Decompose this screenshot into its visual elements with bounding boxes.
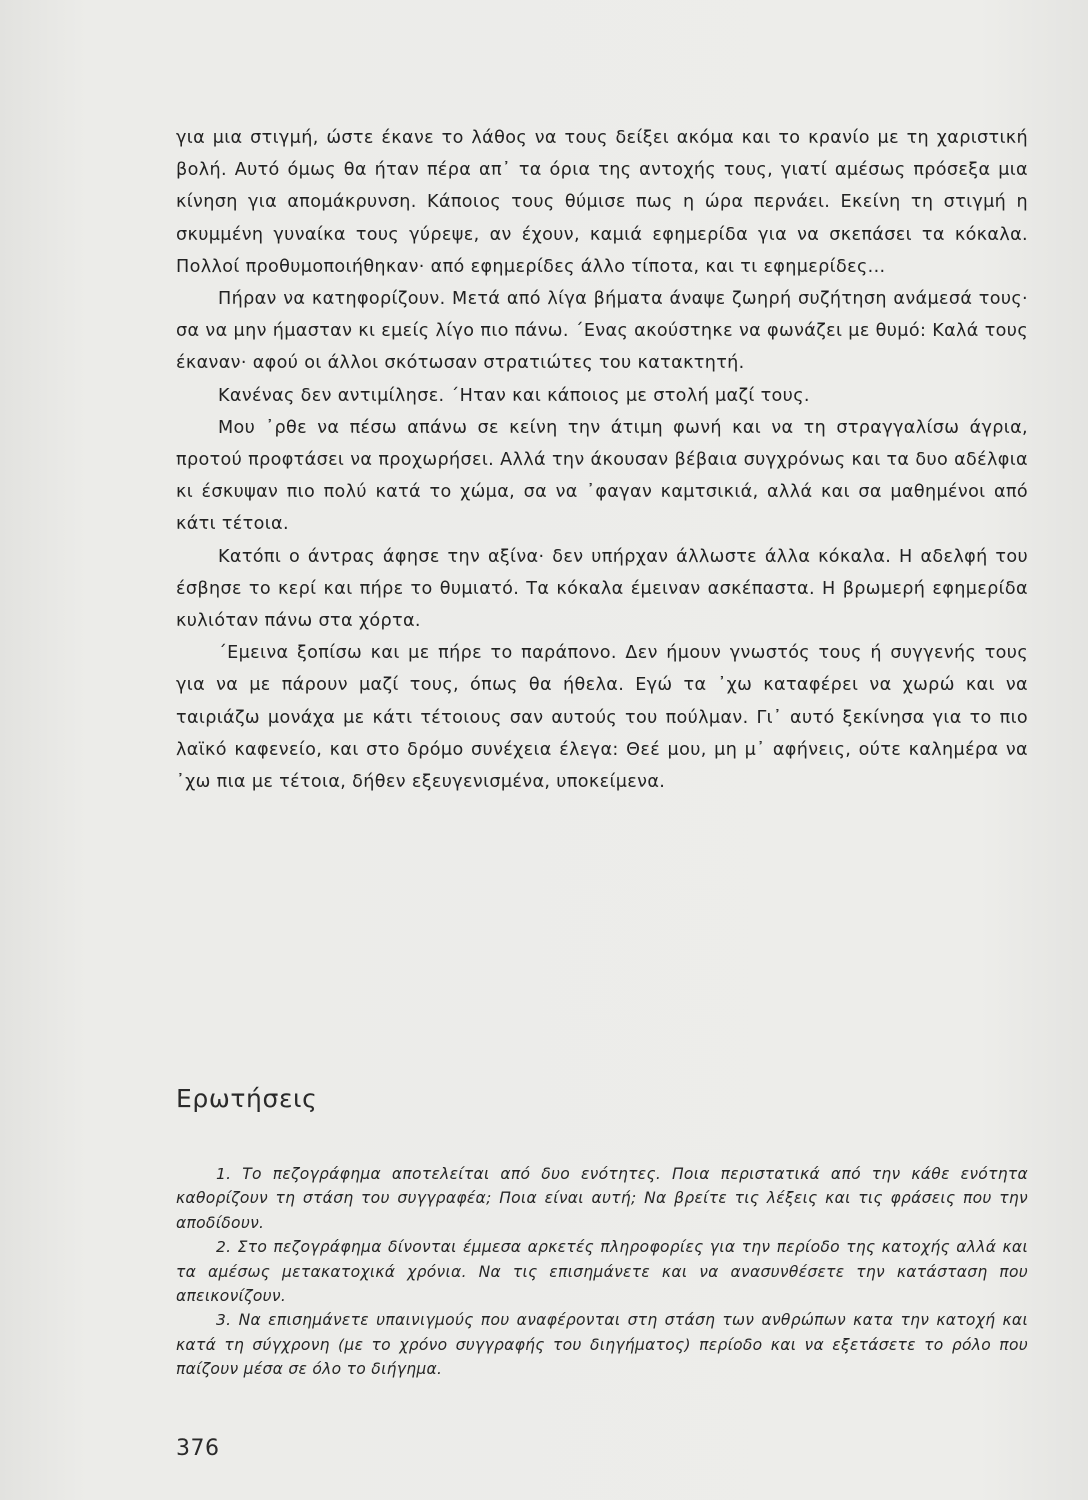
paragraph: Μου ᾿ρθε να πέσω απάνω σε κείνη την άτιμη φωνή και να τη στραγγαλίσω άγρια, προτού προφτάσει να προχωρήσει. Αλλά την άκουσαν βέβαια συγχρόνως και τα δυο αδέλφια κι έσκυψαν πιο πολύ κατά το χώμα, σα να ᾿φαγαν καμτσικιά, αλλά και σα μαθημένοι από κάτι τέτοια. (176, 417, 1028, 535)
paragraph: Κατόπι ο άντρας άφησε την αξίνα· δεν υπήρχαν άλλωστε άλλα κόκαλα. Η αδελφή του έσβησε το κερί και πήρε το θυμιατό. Τα κόκαλα έμειναν ασκέπαστα. Η βρωμερή εφημερίδα κυλιόταν πάνω στα χόρτα. (176, 546, 1028, 632)
paragraph: ΄Εμεινα ξοπίσω και με πήρε το παράπονο. Δεν ήμουν γνωστός τους ή συγγενής τους για να με πάρουν μαζί τους, όπως θα ήθελα. Εγώ τα ᾿χω καταφέρει να χωρώ και να ταιριάζω μονάχα με κάτι τέτοιους σαν αυτούς του πούλμαν. Γι᾿ αυτό ξεκίνησα για το πιο λαϊκό καφενείο, και στο δρόμο συνέχεια έλεγα: Θεέ μου, μη μ᾿ αφήνεις, ούτε καλημέρα να ᾿χω πια με τέτοια, δήθεν εξευγενισμένα, υποκείμενα. (176, 643, 1028, 793)
paragraph: Πήραν να κατηφορίζουν. Μετά από λίγα βήματα άναψε ζωηρή συζήτηση ανάμεσά τους· σα να μην ήμασταν κι εμείς λίγο πιο πάνω. ΄Ενας ακούστηκε να φωνάζει με θυμό: Καλά τους έκαναν· αφού οι άλλοι σκότωσαν στρατιώτες του κατακτητή. (176, 289, 1028, 374)
question-item: 1. Το πεζογράφημα αποτελείται από δυο ενότητες. Ποια περιστατικά από την κάθε ενότητα καθορίζουν τη στάση του συγγραφέα; Ποια είναι αυτή; Να βρείτε τις λέξεις και τις φράσεις που την αποδίδουν. (176, 1165, 1028, 1232)
paragraph: Κανένας δεν αντιμίλησε. ΄Ηταν και κάποιος με στολή μαζί τους. (218, 385, 810, 406)
question-item: 2. Στο πεζογράφημα δίνονται έμμεσα αρκετές πληροφορίες για την περίοδο της κατοχής αλλά και τα αμέσως μετακατοχικά χρόνια. Να τις επισημάνετε και να ανασυνθέσετε την κατάσταση που απεικονίζουν. (176, 1238, 1028, 1306)
paragraph: για μια στιγμή, ώστε έκανε το λάθος να τους δείξει ακόμα και το κρανίο με τη χαριστική βολή. Αυτό όμως θα ήταν πέρα απ᾿ τα όρια της αντοχής τους, γιατί αμέσως πρόσεξα μια κίνηση για απομάκρυνση. Κάποιος τους θύμισε πως η ώρα περνάει. Εκείνη τη στιγμή η σκυμμένη γυναίκα τους γύρεψε, αν έχουν, καμιά εφημερίδα για να σκεπάσει τα κόκαλα. Πολλοί προθυμοποιήθηκαν· από εφημερίδες άλλο τίποτα, και τι εφημερίδες... (176, 128, 1028, 277)
questions-heading: Ερωτήσεις (176, 1084, 318, 1113)
question-item: 3. Να επισημάνετε υπαινιγμούς που αναφέρονται στη στάση των ανθρώπων κατα την κατοχή και κατά τη σύγχρονη (με το χρόνο συγγραφής του διηγήματος) περίοδο και να εξετάσετε το ρόλο που παίζουν μέσα σε όλο το διήγημα. (176, 1311, 1028, 1379)
questions-list (176, 1162, 1028, 1382)
page-number: 376 (176, 1436, 220, 1461)
body-text (176, 122, 1028, 798)
